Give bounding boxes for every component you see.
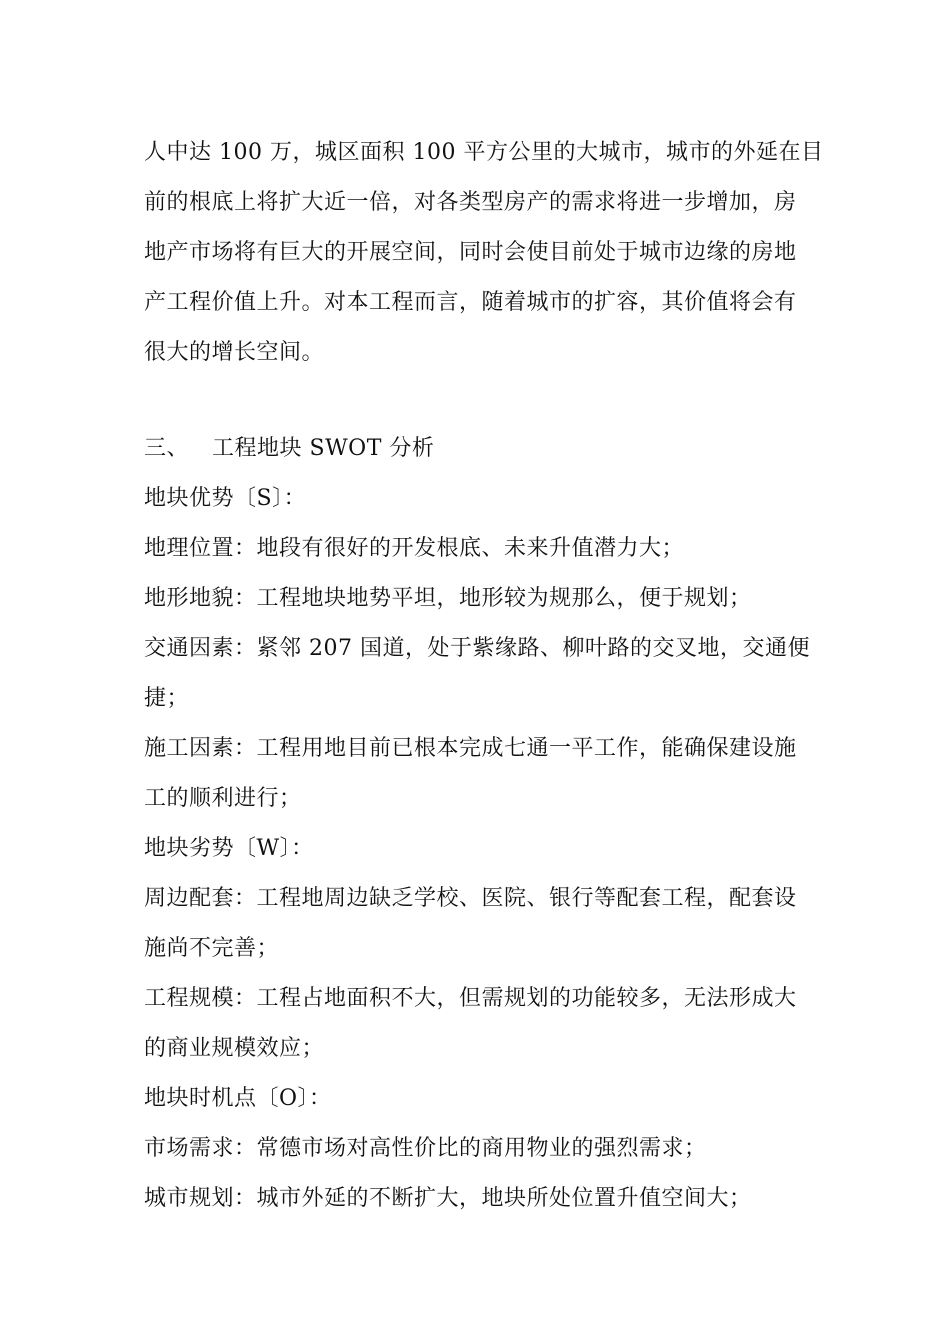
text-line: 市场需求：常德市场对高性价比的商用物业的强烈需求；: [144, 1136, 707, 1161]
intro-paragraph: [144, 128, 824, 378]
text-line: 城市规划：城市外延的不断扩大，地块所处位置升值空间大；: [144, 1186, 752, 1211]
intro-line: 地产市场将有巨大的开展空间，同时会使目前处于城市边缘的房地: [144, 240, 797, 265]
text-line: 捷；: [144, 686, 190, 711]
text-line: 施工因素：工程用地目前已根本完成七通一平工作，能确保建设施: [144, 736, 797, 761]
text-line: 工的顺利进行；: [144, 786, 302, 811]
text-line: 地形地貌：工程地块地势平坦，地形较为规那么，便于规划；: [144, 586, 752, 611]
section-heading: [144, 424, 808, 474]
text-line: 地理位置：地段有很好的开发根底、未来升值潜力大；: [144, 536, 685, 561]
text-line: 工程规模：工程占地面积不大，但需规划的功能较多，无法形成大: [144, 986, 797, 1011]
intro-line: 人中达 100 万，城区面积 100 平方公里的大城市，城市的外延在目: [144, 140, 824, 165]
weaknesses-heading: 地块劣势〔W〕：: [144, 836, 314, 861]
intro-line: 很大的增长空间。: [144, 340, 325, 365]
text-line: 交通因素：紧邻 207 国道，处于紫缘路、柳叶路的交叉地，交通便: [144, 636, 810, 661]
text-line: 的商业规模效应；: [144, 1036, 325, 1061]
section-title: 工程地块 SWOT 分析: [212, 436, 435, 461]
intro-line: 前的根底上将扩大近一倍，对各类型房产的需求将进一步增加，房: [144, 190, 797, 215]
text-line: 施尚不完善；: [144, 936, 280, 961]
text-line: 周边配套：工程地周边缺乏学校、医院、银行等配套工程，配套设: [144, 886, 797, 911]
strengths-heading: 地块优势〔S〕：: [144, 486, 307, 511]
swot-section: [144, 424, 808, 1224]
intro-line: 产工程价值上升。对本工程而言，随着城市的扩容，其价值将会有: [144, 290, 797, 315]
section-number: 三、: [144, 436, 190, 461]
opportunities-heading: 地块时机点〔O〕：: [144, 1086, 332, 1111]
